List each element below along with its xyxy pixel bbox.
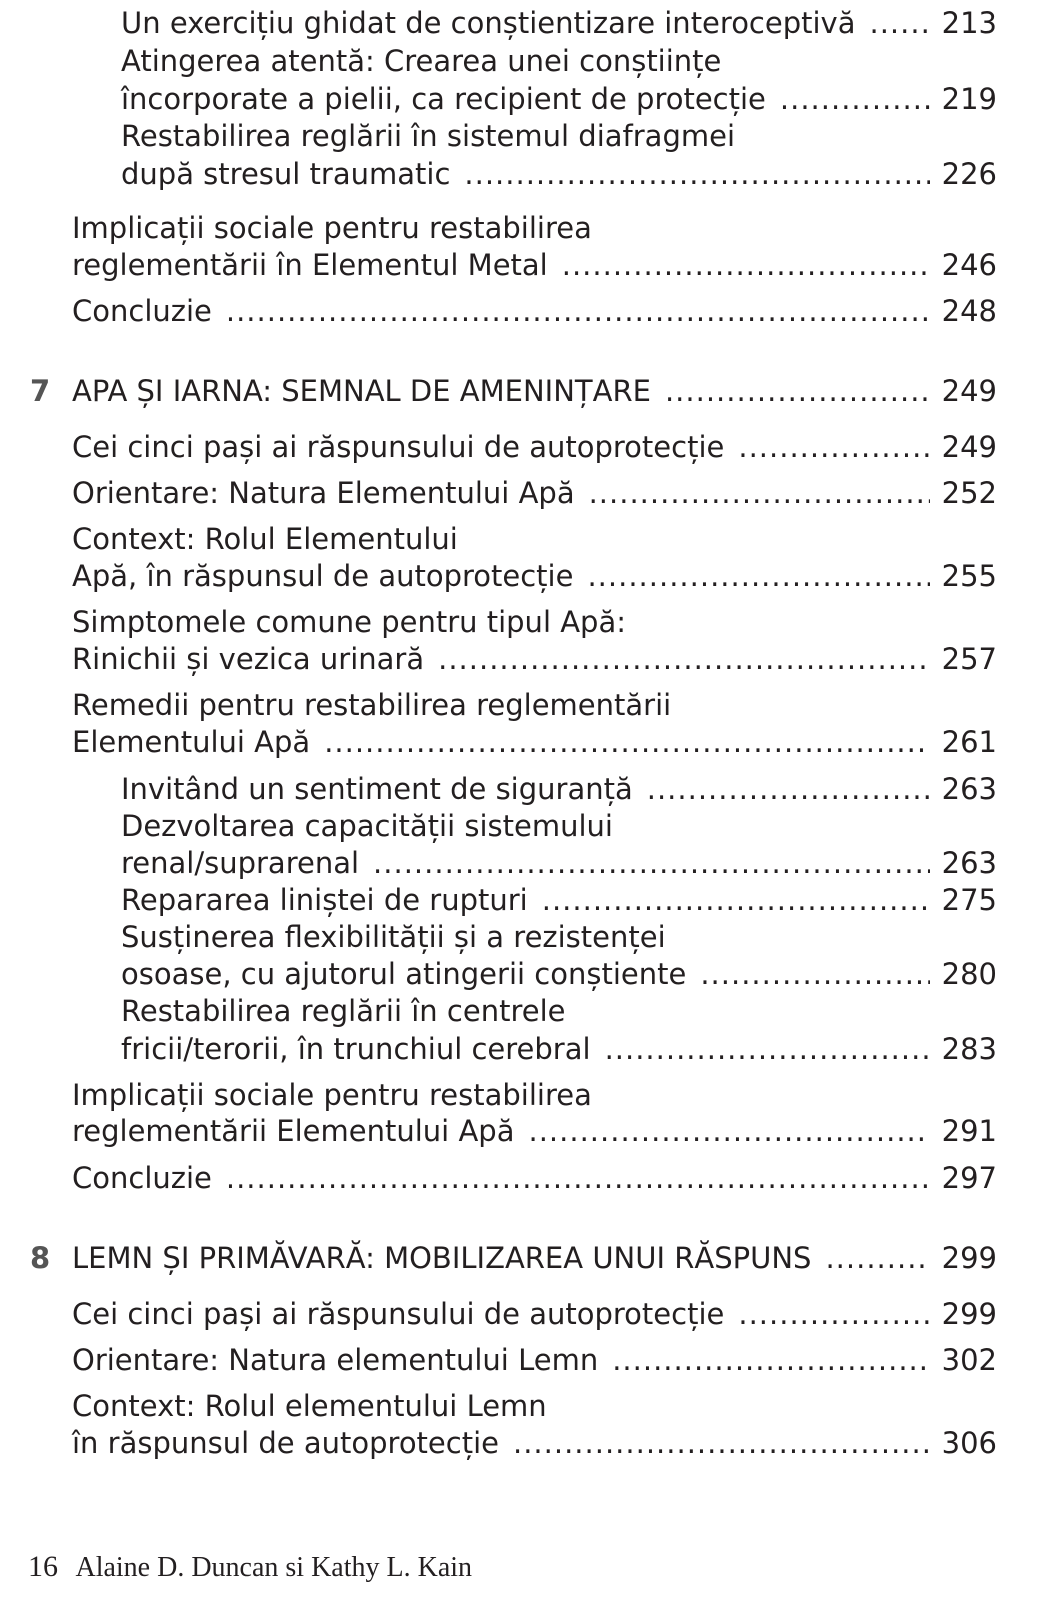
toc-entry <box>0 686 1039 724</box>
toc-page-number: 299 <box>941 1241 997 1275</box>
dot-leader <box>464 155 929 193</box>
toc-entry <box>0 1030 1039 1068</box>
dot-leader <box>324 723 929 761</box>
toc-page-number: 257 <box>941 642 997 676</box>
toc-entry <box>0 1387 1039 1425</box>
toc-entry <box>0 1341 1039 1379</box>
toc-entry-title: Restabilirea reglării în sistemul diafragmei <box>121 119 735 153</box>
toc-entry <box>0 603 1039 641</box>
toc-page-number: 248 <box>941 294 997 328</box>
toc-entry-title: încorporate a pielii, ca recipient de protecție <box>121 82 766 116</box>
toc-page-number: 213 <box>941 6 997 40</box>
toc-page-number: 255 <box>941 559 997 593</box>
toc-entry <box>0 80 1039 118</box>
toc-entry-title: Elementului Apă <box>72 725 311 759</box>
dot-leader <box>528 1112 929 1150</box>
toc-entry-title: Simptomele comune pentru tipul Apă: <box>72 605 627 639</box>
toc-entry <box>0 807 1039 845</box>
toc-entry <box>0 1424 1039 1462</box>
toc-page-number: 291 <box>941 1114 997 1148</box>
toc-page-number: 226 <box>941 157 997 191</box>
page-number: 16 <box>28 1550 58 1583</box>
toc-entry-title: Repararea liniștei de rupturi <box>121 883 528 917</box>
toc-page-number: 261 <box>941 725 997 759</box>
toc-page-number: 297 <box>941 1161 997 1195</box>
toc-entry <box>0 881 1039 919</box>
page-footer <box>28 1548 472 1587</box>
toc-chapter-entry <box>0 372 1039 410</box>
chapter-number: 7 <box>30 374 51 408</box>
toc-page-number: 249 <box>941 374 997 408</box>
toc-entry-title: Concluzie <box>72 1161 212 1195</box>
toc-entry-title: Concluzie <box>72 294 212 328</box>
toc-entry <box>0 557 1039 595</box>
toc-page-number: 219 <box>941 82 997 116</box>
toc-entry-title: Apă, în răspunsul de autoprotecție <box>72 559 574 593</box>
toc-entry <box>0 723 1039 761</box>
toc-entry-title: Context: Rolul elementului Lemn <box>72 1389 547 1423</box>
dot-leader <box>513 1424 930 1462</box>
toc-entry <box>0 918 1039 956</box>
toc-page-number: 263 <box>941 772 997 806</box>
toc-entry-title: Rinichii și vezica urinară <box>72 642 425 676</box>
dot-leader <box>738 428 929 466</box>
toc-entry <box>0 155 1039 193</box>
toc-entry <box>0 292 1039 330</box>
toc-entry-title: fricii/terorii, în trunchiul cerebral <box>121 1032 591 1066</box>
toc-page-number: 252 <box>941 476 997 510</box>
toc-page-number: 263 <box>941 846 997 880</box>
toc-entry-title: LEMN ȘI PRIMĂVARĂ: MOBILIZAREA UNUI RĂSPUNS <box>72 1241 812 1275</box>
dot-leader <box>226 1159 930 1197</box>
toc-entry-title: Dezvoltarea capacității sistemului <box>121 809 613 843</box>
toc-page-number: 306 <box>941 1426 997 1460</box>
toc-entry-title: în răspunsul de autoprotecție <box>72 1426 499 1460</box>
toc-entry-title: Susținerea flexibilității și a rezistenței <box>121 920 666 954</box>
toc-entry-title: Un exercițiu ghidat de conștientizare interoceptivă <box>121 6 856 40</box>
toc-entry <box>0 246 1039 284</box>
toc-entry-title: după stresul traumatic <box>121 157 451 191</box>
dot-leader <box>612 1341 929 1379</box>
toc-page-number: 275 <box>941 883 997 917</box>
toc-entry-title: Context: Rolul Elementului <box>72 522 458 556</box>
chapter-number: 8 <box>30 1241 51 1275</box>
dot-leader <box>542 881 930 919</box>
toc-entry-title: osoase, cu ajutorul atingerii conștiente <box>121 957 687 991</box>
toc-entry-title: reglementării Elementului Apă <box>72 1114 515 1148</box>
toc-page-number: 283 <box>941 1032 997 1066</box>
toc-page-number: 299 <box>941 1297 997 1331</box>
toc-entry <box>0 844 1039 882</box>
dot-leader <box>738 1295 929 1333</box>
toc-page-number: 246 <box>941 248 997 282</box>
toc-entry-title: APA ȘI IARNA: SEMNAL DE AMENINȚARE <box>72 374 651 408</box>
toc-entry-title: Orientare: Natura elementului Lemn <box>72 1343 599 1377</box>
toc-entry <box>0 428 1039 466</box>
toc-entry-title: Remedii pentru restabilirea reglementării <box>72 688 672 722</box>
dot-leader <box>665 372 930 410</box>
toc-entry-title: Restabilirea reglării în centrele <box>121 994 566 1028</box>
toc-entry <box>0 474 1039 512</box>
toc-entry-title: Implicații sociale pentru restabilirea <box>72 1078 592 1112</box>
toc-entry-title: reglementării în Elementul Metal <box>72 248 548 282</box>
toc-entry <box>0 992 1039 1030</box>
dot-leader <box>587 557 929 595</box>
dot-leader <box>562 246 930 284</box>
toc-entry <box>0 1295 1039 1333</box>
toc-entry-title: Cei cinci pași ai răspunsului de autoprotecție <box>72 430 725 464</box>
toc-entry <box>0 42 1039 80</box>
dot-leader <box>589 474 930 512</box>
toc-page-number: 302 <box>941 1343 997 1377</box>
toc-page-number: 280 <box>941 957 997 991</box>
footer-authors: Alaine D. Duncan si Kathy L. Kain <box>75 1552 473 1583</box>
toc-entry <box>0 209 1039 247</box>
dot-leader <box>870 4 930 42</box>
dot-leader <box>700 955 929 993</box>
toc-entry <box>0 1112 1039 1150</box>
toc-entry-title: Cei cinci pași ai răspunsului de autoprotecție <box>72 1297 725 1331</box>
toc-entry <box>0 4 1039 42</box>
dot-leader <box>373 844 930 882</box>
toc-entry-title: Implicații sociale pentru restabilirea <box>72 211 592 245</box>
dot-leader <box>825 1239 929 1277</box>
toc-entry <box>0 955 1039 993</box>
dot-leader <box>438 640 930 678</box>
dot-leader <box>647 770 930 808</box>
toc-entry-title: Atingerea atentă: Crearea unei conștiințe <box>121 44 722 78</box>
toc-entry <box>0 1159 1039 1197</box>
toc-chapter-entry <box>0 1239 1039 1277</box>
toc-entry <box>0 1076 1039 1114</box>
toc-entry-title: Orientare: Natura Elementului Apă <box>72 476 575 510</box>
toc-entry <box>0 640 1039 678</box>
dot-leader <box>226 292 930 330</box>
toc-entry-title: renal/suprarenal <box>121 846 360 880</box>
toc-entry <box>0 117 1039 155</box>
dot-leader <box>780 80 930 118</box>
toc-entry-title: Invitând un sentiment de siguranță <box>121 772 633 806</box>
toc-entry <box>0 520 1039 558</box>
toc-entry <box>0 770 1039 808</box>
toc-page-number: 249 <box>941 430 997 464</box>
dot-leader <box>605 1030 930 1068</box>
